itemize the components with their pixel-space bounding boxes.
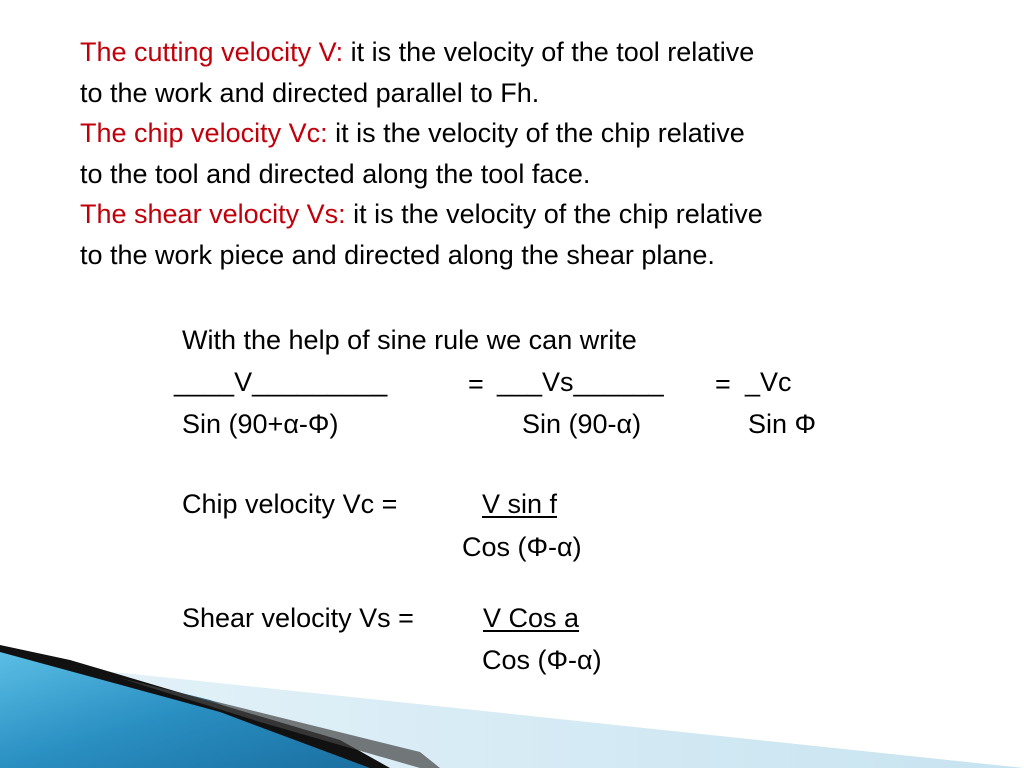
definition-text: it is the velocity of the tool relative — [343, 37, 755, 67]
term-shear-velocity: The shear velocity Vs: — [80, 199, 346, 229]
shear-velocity-denominator: Cos (Φ-α) — [482, 645, 602, 675]
definition-text: it is the velocity of the chip relative — [327, 118, 745, 148]
sine-rule-numerator-v: ____V_________ — [174, 367, 388, 397]
chip-velocity-denominator: Cos (Φ-α) — [462, 532, 582, 562]
sine-rule-equals: = — [468, 369, 484, 399]
sine-rule-numerator-vs: ___Vs______ — [497, 367, 664, 397]
sine-rule-denominator-1: Sin (90+α-Φ) — [182, 409, 339, 439]
shear-velocity-label: Shear velocity Vs = — [182, 603, 414, 633]
definition-text: it is the velocity of the chip relative — [345, 199, 763, 229]
sine-rule-denominator-2: Sin (90-α) — [522, 409, 642, 439]
chip-velocity-label: Chip velocity Vc = — [182, 489, 398, 519]
sine-rule-intro: With the help of sine rule we can write — [182, 325, 637, 355]
term-cutting-velocity: The cutting velocity V: — [80, 37, 344, 67]
chip-velocity-numerator: V sin f — [482, 489, 558, 519]
shear-velocity-numerator: V Cos a — [483, 603, 580, 633]
definition-text: to the work piece and directed along the shear plane. — [80, 239, 715, 270]
definition-text: to the tool and directed along the tool face. — [80, 158, 591, 189]
term-chip-velocity: The chip velocity Vc: — [80, 118, 328, 148]
definition-text: to the work and directed parallel to Fh. — [80, 77, 540, 108]
sine-rule-denominator-3: Sin Φ — [748, 409, 817, 439]
sine-rule-numerator-vc: _Vc — [745, 367, 792, 397]
sine-rule-equals: = — [715, 369, 731, 399]
